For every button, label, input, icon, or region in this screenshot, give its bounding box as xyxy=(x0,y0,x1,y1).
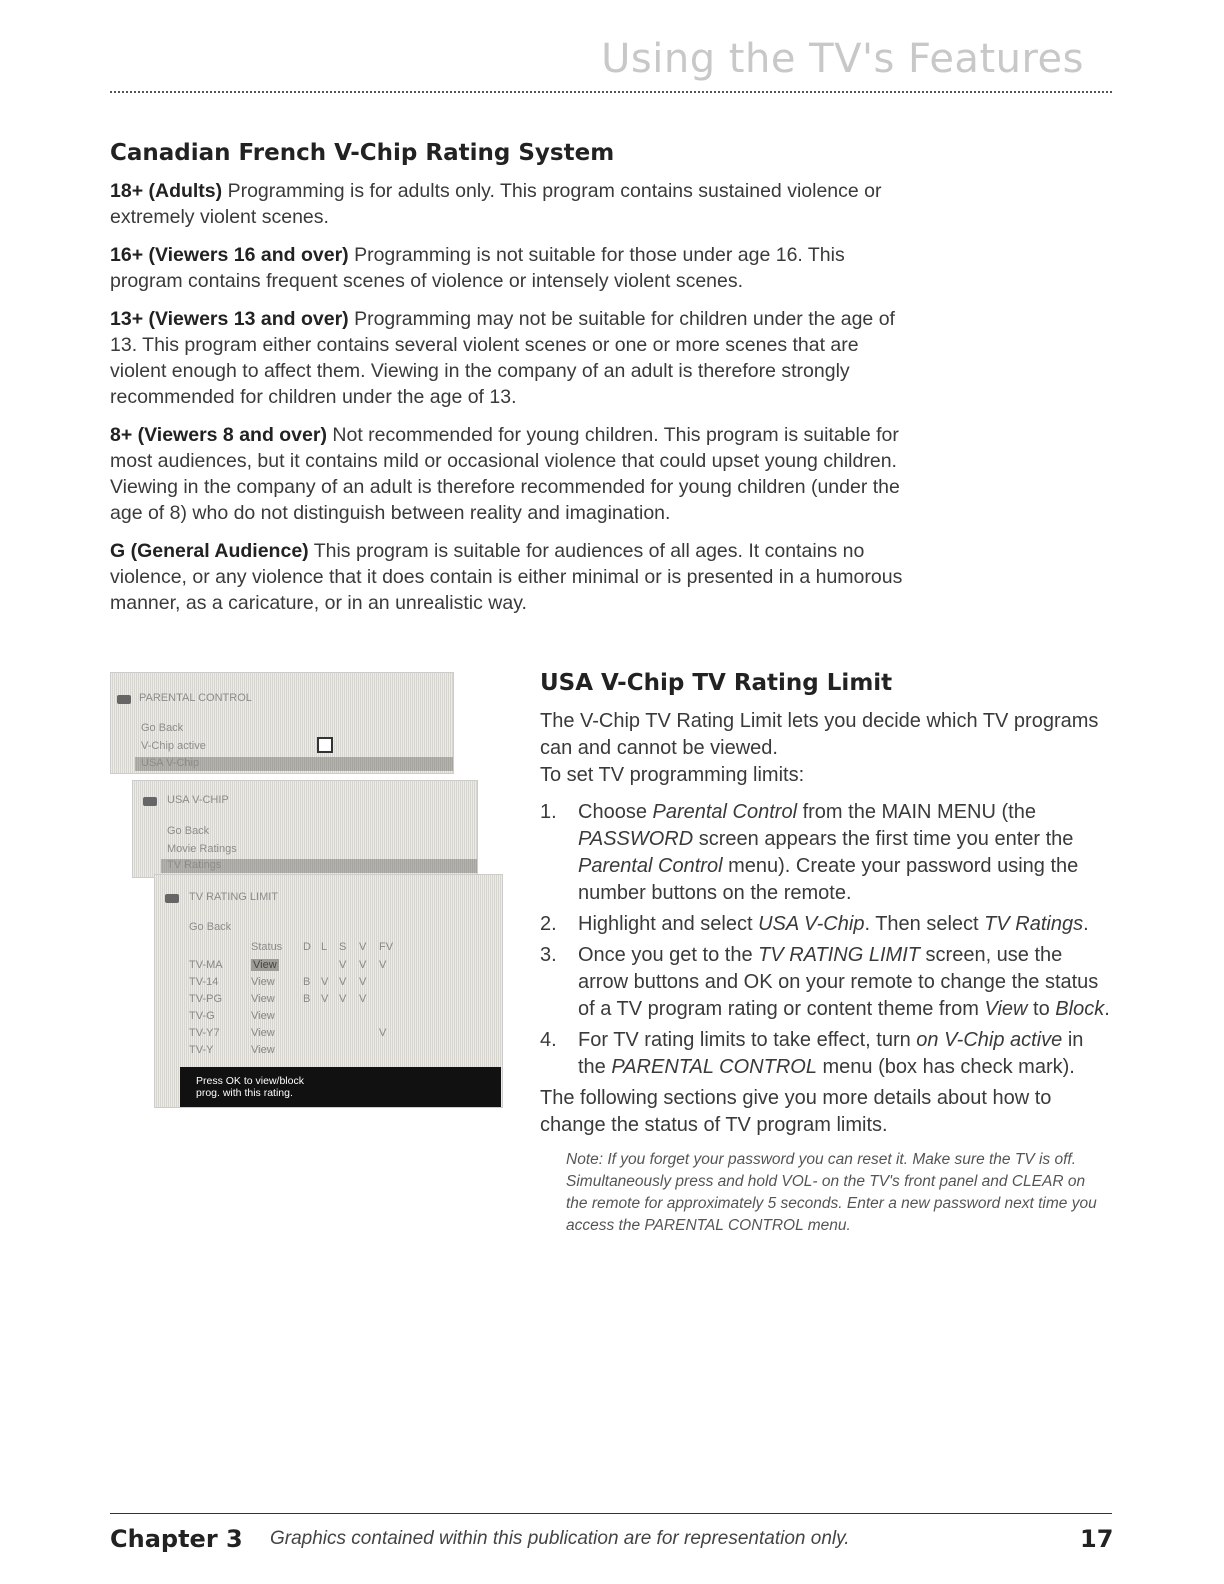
rating-term: 18+ (Adults) xyxy=(110,180,223,202)
step-text: from the MAIN MENU (the xyxy=(797,801,1036,823)
header-rule xyxy=(110,91,1112,93)
step-text: to xyxy=(1027,998,1056,1020)
step-text: Highlight and select xyxy=(578,913,759,935)
rating-entry xyxy=(110,178,910,230)
step-text: Choose xyxy=(578,801,653,823)
header-title: Using the TV's Features xyxy=(601,36,1084,82)
menu-title: PARENTAL CONTROL xyxy=(139,692,252,704)
footer-chapter: Chapter 3 xyxy=(110,1525,243,1553)
menu-item-go-back: Go Back xyxy=(141,722,184,734)
rating-term: 8+ (Viewers 8 and over) xyxy=(110,424,327,446)
rating-entry xyxy=(110,422,910,526)
step-emphasis: Parental Control xyxy=(652,801,798,823)
step-item xyxy=(540,911,1110,938)
step-text: . xyxy=(1083,913,1089,935)
theme-cell: V xyxy=(359,993,367,1005)
step-number: 4. xyxy=(540,1029,557,1051)
step-number: 1. xyxy=(540,801,557,823)
lock-icon xyxy=(165,894,179,903)
step-number: 3. xyxy=(540,944,557,966)
theme-cell: V xyxy=(359,976,367,988)
steps-list xyxy=(540,799,1110,1081)
canadian-french-section xyxy=(110,140,910,628)
step-emphasis: PASSWORD xyxy=(578,828,694,850)
rating-status: View xyxy=(251,993,275,1005)
step-text: screen, use the arrow buttons and OK on your remote to change the status of a TV program rating or content theme from xyxy=(578,944,1099,1020)
ratings-list xyxy=(110,178,910,616)
rating-label: TV-Y7 xyxy=(189,1027,220,1039)
note: Note: If you forget your password you can reset it. Make sure the TV is off. Simultaneously press and hold VOL- on the TV's front panel and CLEAR on the remote for approximately 5 seconds. Enter a new password next time you access the PARENTAL CONTROL menu. xyxy=(566,1151,1097,1234)
step-item xyxy=(540,1027,1110,1081)
step-emphasis: USA V-Chip xyxy=(758,913,865,935)
help-line-1: Press OK to view/block xyxy=(196,1075,304,1087)
rating-status: View xyxy=(251,1010,275,1022)
rating-description: Programming may not be suitable for children under the age of 13. This program either contains several violent scenes or one or more scenes that are violent enough to affect them. Viewing in the company of an adult is therefore strongly recommended for children under the age of 13. xyxy=(110,308,895,408)
theme-header: D xyxy=(303,941,311,953)
theme-cell: V xyxy=(379,959,387,971)
rating-term: G (General Audience) xyxy=(110,540,309,562)
menu-item-movie-ratings: Movie Ratings xyxy=(167,843,237,855)
rating-label: TV-14 xyxy=(189,976,219,988)
rating-status: View xyxy=(251,1044,275,1056)
section-heading: USA V-Chip TV Rating Limit xyxy=(540,670,893,696)
step-item xyxy=(540,799,1110,907)
section-heading: Canadian French V-Chip Rating System xyxy=(110,140,615,166)
theme-cell: B xyxy=(303,993,311,1005)
status-header: Status xyxy=(251,941,283,953)
step-text: menu (box has check mark). xyxy=(816,1056,1075,1078)
intro-paragraph: The V-Chip TV Rating Limit lets you decide which TV programs can and cannot be viewed. xyxy=(540,710,1099,759)
theme-cell: V xyxy=(339,976,347,988)
rating-label: TV-G xyxy=(189,1010,215,1022)
step-text: screen appears the first time you enter the xyxy=(693,828,1074,850)
lock-icon xyxy=(143,797,157,806)
usa-vchip-menu xyxy=(132,780,478,878)
rating-status: View xyxy=(253,959,277,971)
menu-item-go-back: Go Back xyxy=(189,921,232,933)
theme-cell: V xyxy=(321,976,329,988)
step-emphasis: View xyxy=(984,998,1028,1020)
rating-entry xyxy=(110,538,910,616)
step-emphasis: Block xyxy=(1055,998,1105,1020)
theme-cell: B xyxy=(303,976,311,988)
rating-status: View xyxy=(251,1027,275,1039)
rating-description: This program is suitable for audiences of all ages. It contains no violence, or any violence that it does contain is either minimal or is presented in a humorous manner, as a caricature, or in an unrealistic way. xyxy=(110,540,903,614)
step-emphasis: TV RATING LIMIT xyxy=(758,944,920,966)
lock-icon xyxy=(117,695,131,704)
rating-entry xyxy=(110,242,910,294)
tv-menu-screenshot xyxy=(110,672,502,1108)
theme-cell: V xyxy=(339,993,347,1005)
theme-header: V xyxy=(359,941,367,953)
rating-status: View xyxy=(251,976,275,988)
step-text: menu). Create your password using the number buttons on the remote. xyxy=(578,855,1079,904)
step-text: For TV rating limits to take effect, turn xyxy=(578,1029,917,1051)
rating-label: TV-MA xyxy=(189,959,223,971)
step-text: Once you get to the xyxy=(578,944,759,966)
menu-item-usa-vchip: USA V-Chip xyxy=(141,757,200,769)
step-emphasis: TV Ratings xyxy=(984,913,1084,935)
step-text: . xyxy=(1104,998,1110,1020)
step-text: in the xyxy=(578,1029,1084,1078)
footer-rule xyxy=(110,1513,1112,1514)
step-emphasis: PARENTAL CONTROL xyxy=(611,1056,817,1078)
theme-cell: V xyxy=(359,959,367,971)
menu-title: TV RATING LIMIT xyxy=(189,891,279,903)
menu-item-tv-ratings: TV Ratings xyxy=(167,859,222,871)
theme-header: FV xyxy=(379,941,394,953)
rating-description: Programming is not suitable for those under age 16. This program contains frequent scenes of violence or intensely violent scenes. xyxy=(110,244,845,292)
screen-help-bar xyxy=(180,1067,501,1107)
rating-entry xyxy=(110,306,910,410)
theme-cell: V xyxy=(379,1027,387,1039)
rating-label: TV-Y xyxy=(189,1044,214,1056)
rating-description: Not recommended for young children. This program is suitable for most audiences, but it contains mild or occasional violence that could upset young children. Viewing in the company of an adult is therefore recommended for young children (under the age of 8) who do not distinguish between reality and imagination. xyxy=(110,424,900,524)
menu-item-vchip-active: V-Chip active xyxy=(141,740,206,752)
rating-term: 13+ (Viewers 13 and over) xyxy=(110,308,349,330)
help-line-2: prog. with this rating. xyxy=(196,1087,293,1099)
step-emphasis: on V-Chip active xyxy=(916,1029,1063,1051)
step-number: 2. xyxy=(540,913,557,935)
menu-item-go-back: Go Back xyxy=(167,825,210,837)
step-emphasis: Parental Control xyxy=(578,855,723,877)
rating-label: TV-PG xyxy=(189,993,223,1005)
theme-cell: V xyxy=(321,993,329,1005)
step-text: . Then select xyxy=(864,913,985,935)
usa-vchip-section xyxy=(540,670,1110,1237)
vchip-checkbox xyxy=(317,737,333,753)
parental-control-menu xyxy=(110,672,454,774)
rating-term: 16+ (Viewers 16 and over) xyxy=(110,244,349,266)
following-paragraph: The following sections give you more details about how to change the status of TV program limits. xyxy=(540,1087,1052,1136)
menu-title: USA V-CHIP xyxy=(167,794,229,806)
intro-subline: To set TV programming limits: xyxy=(540,764,805,786)
theme-cell: V xyxy=(339,959,347,971)
theme-header: S xyxy=(339,941,347,953)
footer-note: Graphics contained within this publication are for representation only. xyxy=(270,1528,850,1549)
theme-header: L xyxy=(321,941,328,953)
page-number: 17 xyxy=(1080,1525,1114,1553)
step-item xyxy=(540,942,1110,1023)
rating-description: Programming is for adults only. This program contains sustained violence or extremely violent scenes. xyxy=(110,180,882,228)
